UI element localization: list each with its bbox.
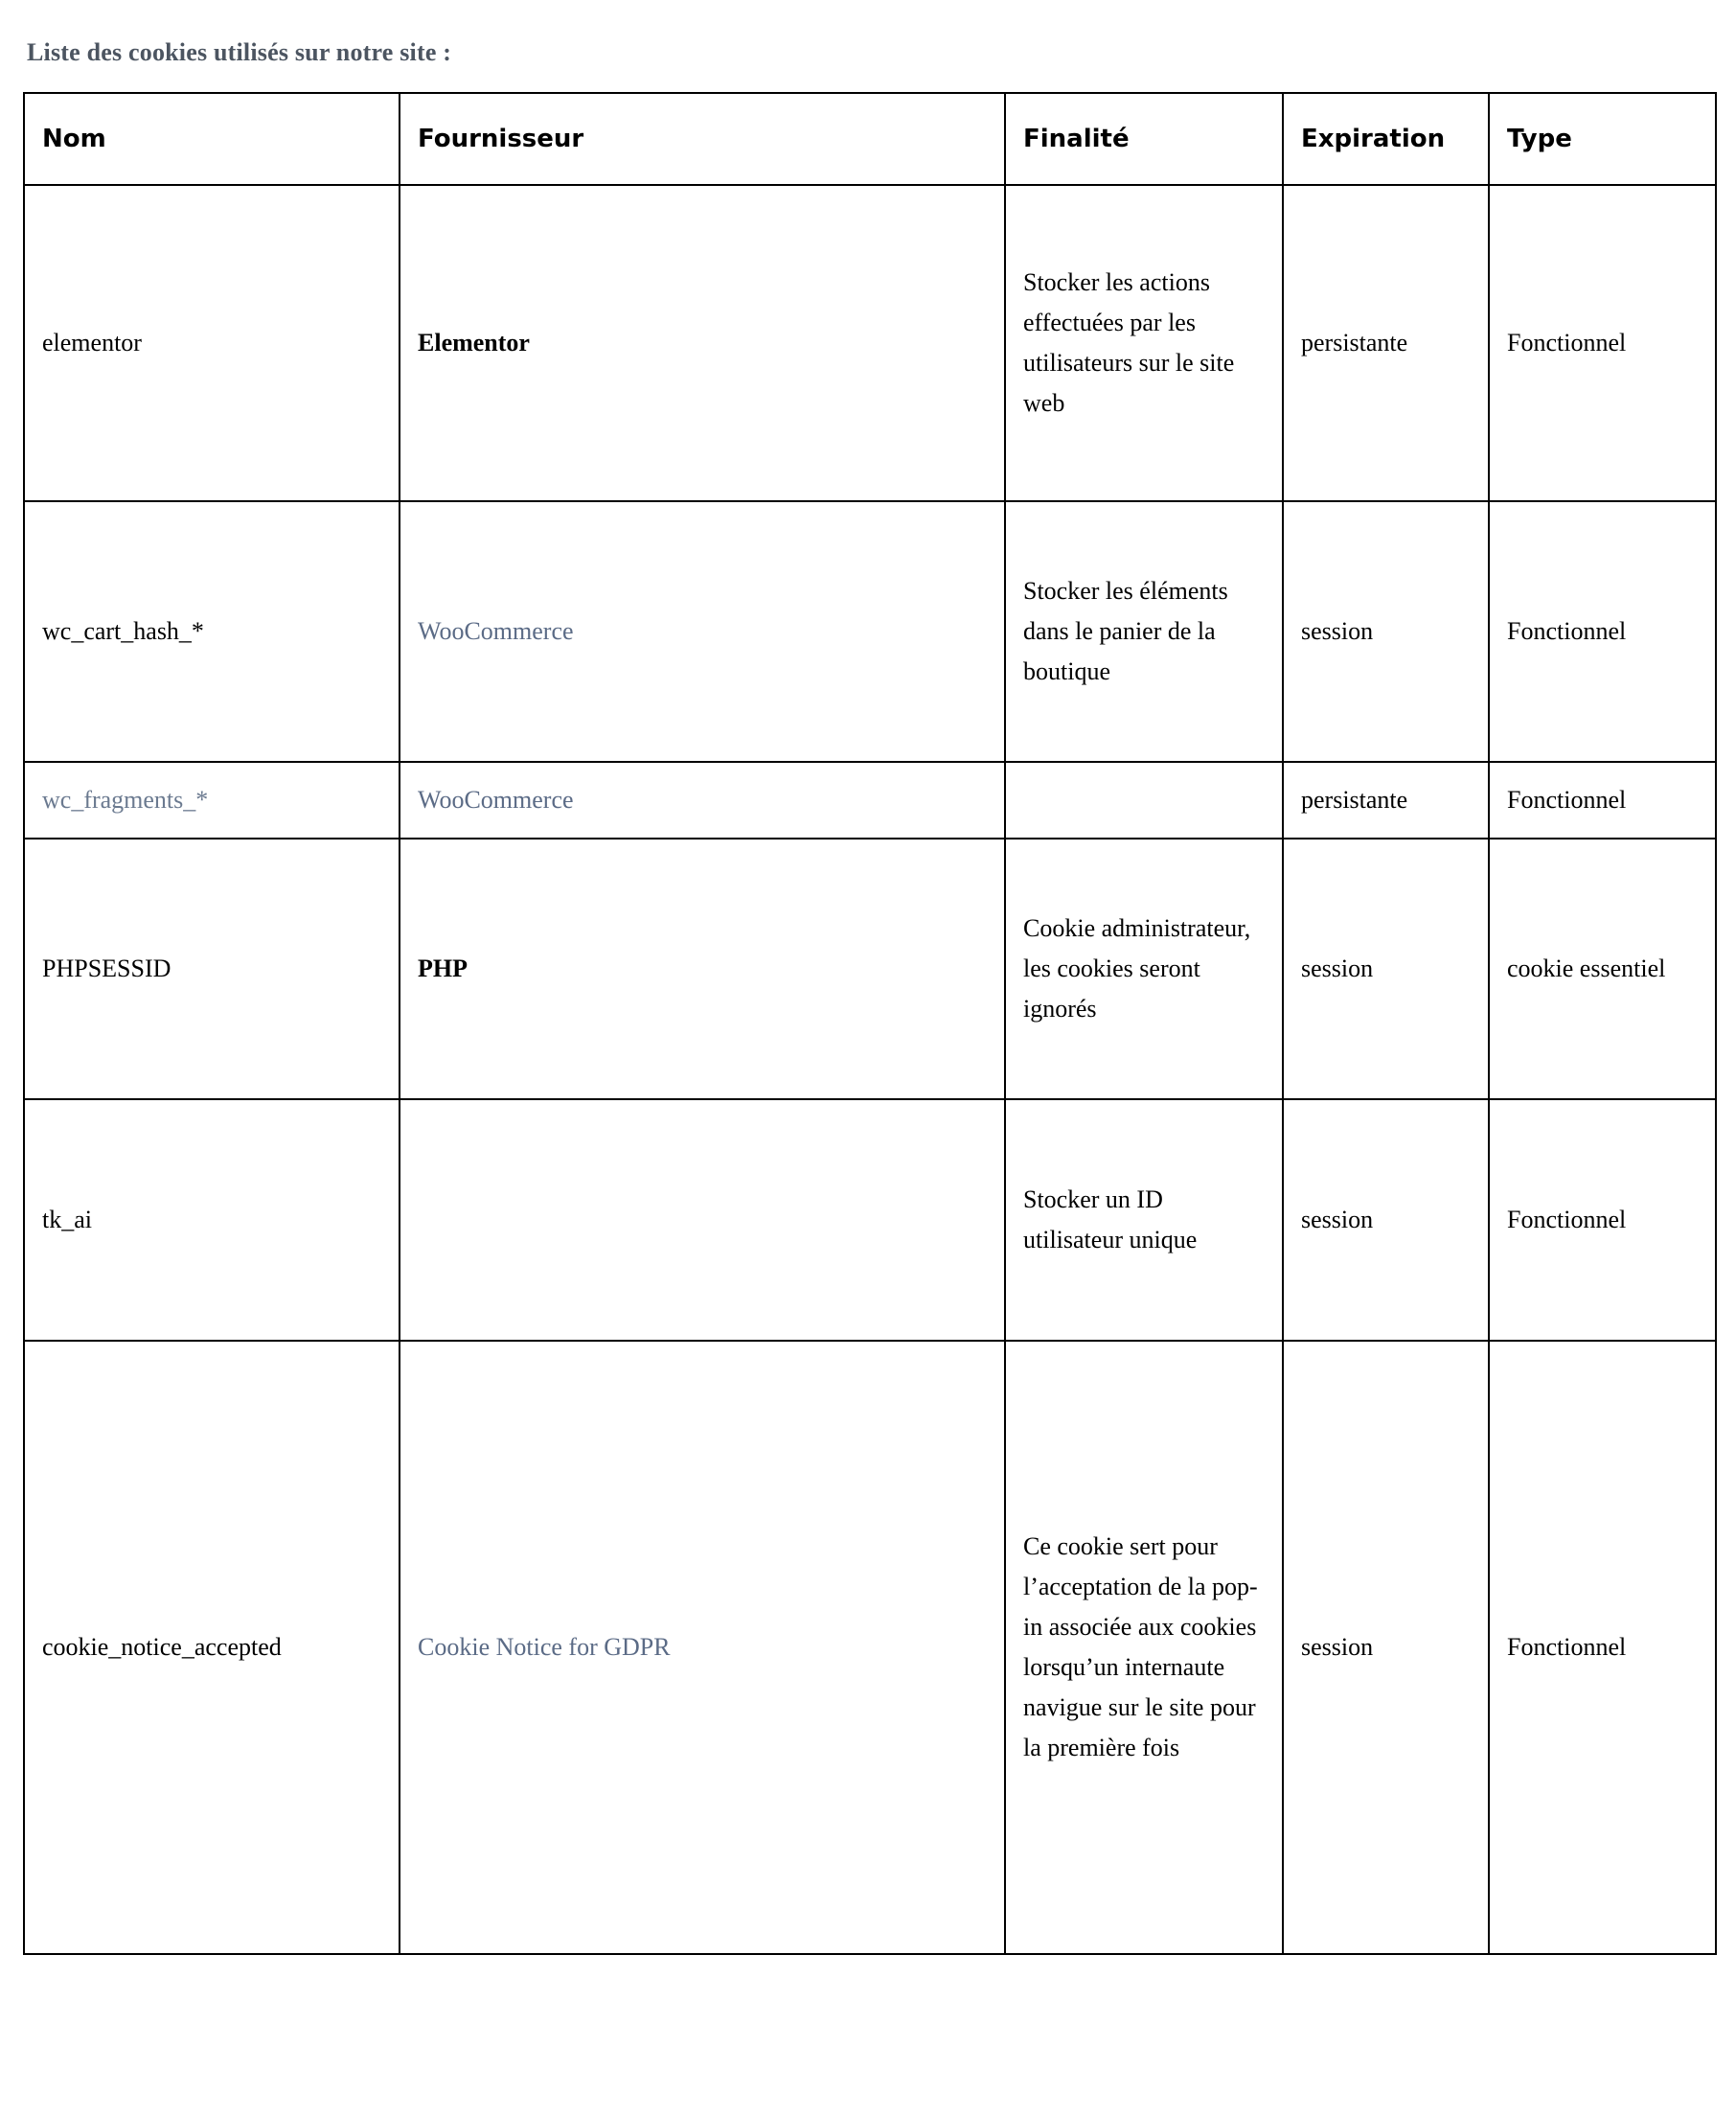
column-header-fournisseur: Fournisseur [400,93,1005,185]
table-row [24,185,1716,501]
cell-finalite: Stocker les éléments dans le panier de la boutique [1005,501,1283,762]
table-header [24,93,1716,185]
column-header-nom: Nom [24,93,400,185]
cell-type: Fonctionnel [1489,185,1716,501]
cell-finalite: Stocker les actions effectuées par les utilisateurs sur le site web [1005,185,1283,501]
cell-finalite: Ce cookie sert pour l’acceptation de la pop-in associée aux cookies lorsqu’un internaute navigue sur le site pour la première fois [1005,1341,1283,1954]
cell-nom: cookie_notice_accepted [24,1341,400,1954]
cookie-list-table [23,92,1717,1955]
table-row [24,501,1716,762]
cell-expiration: persistante [1283,185,1489,501]
table-body [24,185,1716,1954]
cell-fournisseur: PHP [400,839,1005,1099]
cell-fournisseur[interactable]: Cookie Notice for GDPR [400,1341,1005,1954]
cell-expiration: session [1283,1099,1489,1341]
page-title: Liste des cookies utilisés sur notre site : [27,38,452,66]
cell-type: cookie essentiel [1489,839,1716,1099]
cell-expiration: session [1283,501,1489,762]
cell-nom: wc_cart_hash_* [24,501,400,762]
cell-finalite: Stocker un ID utilisateur unique [1005,1099,1283,1341]
cell-type: Fonctionnel [1489,1099,1716,1341]
table-row [24,839,1716,1099]
cell-fournisseur[interactable]: WooCommerce [400,501,1005,762]
cell-type: Fonctionnel [1489,762,1716,839]
cell-expiration: session [1283,839,1489,1099]
cell-fournisseur [400,1099,1005,1341]
cell-nom: elementor [24,185,400,501]
cell-nom[interactable]: wc_fragments_* [24,762,400,839]
table-row [24,762,1716,839]
cell-finalite: Cookie administrateur, les cookies seront ignorés [1005,839,1283,1099]
cell-type: Fonctionnel [1489,501,1716,762]
cell-nom: PHPSESSID [24,839,400,1099]
cell-expiration: session [1283,1341,1489,1954]
cell-finalite [1005,762,1283,839]
table-row [24,1099,1716,1341]
cell-expiration: persistante [1283,762,1489,839]
table-row [24,1341,1716,1954]
cell-type: Fonctionnel [1489,1341,1716,1954]
table-header-row [24,93,1716,185]
cell-fournisseur: Elementor [400,185,1005,501]
cell-fournisseur[interactable]: WooCommerce [400,762,1005,839]
column-header-expiration: Expiration [1283,93,1489,185]
column-header-type: Type [1489,93,1716,185]
cell-nom: tk_ai [24,1099,400,1341]
column-header-finalite: Finalité [1005,93,1283,185]
